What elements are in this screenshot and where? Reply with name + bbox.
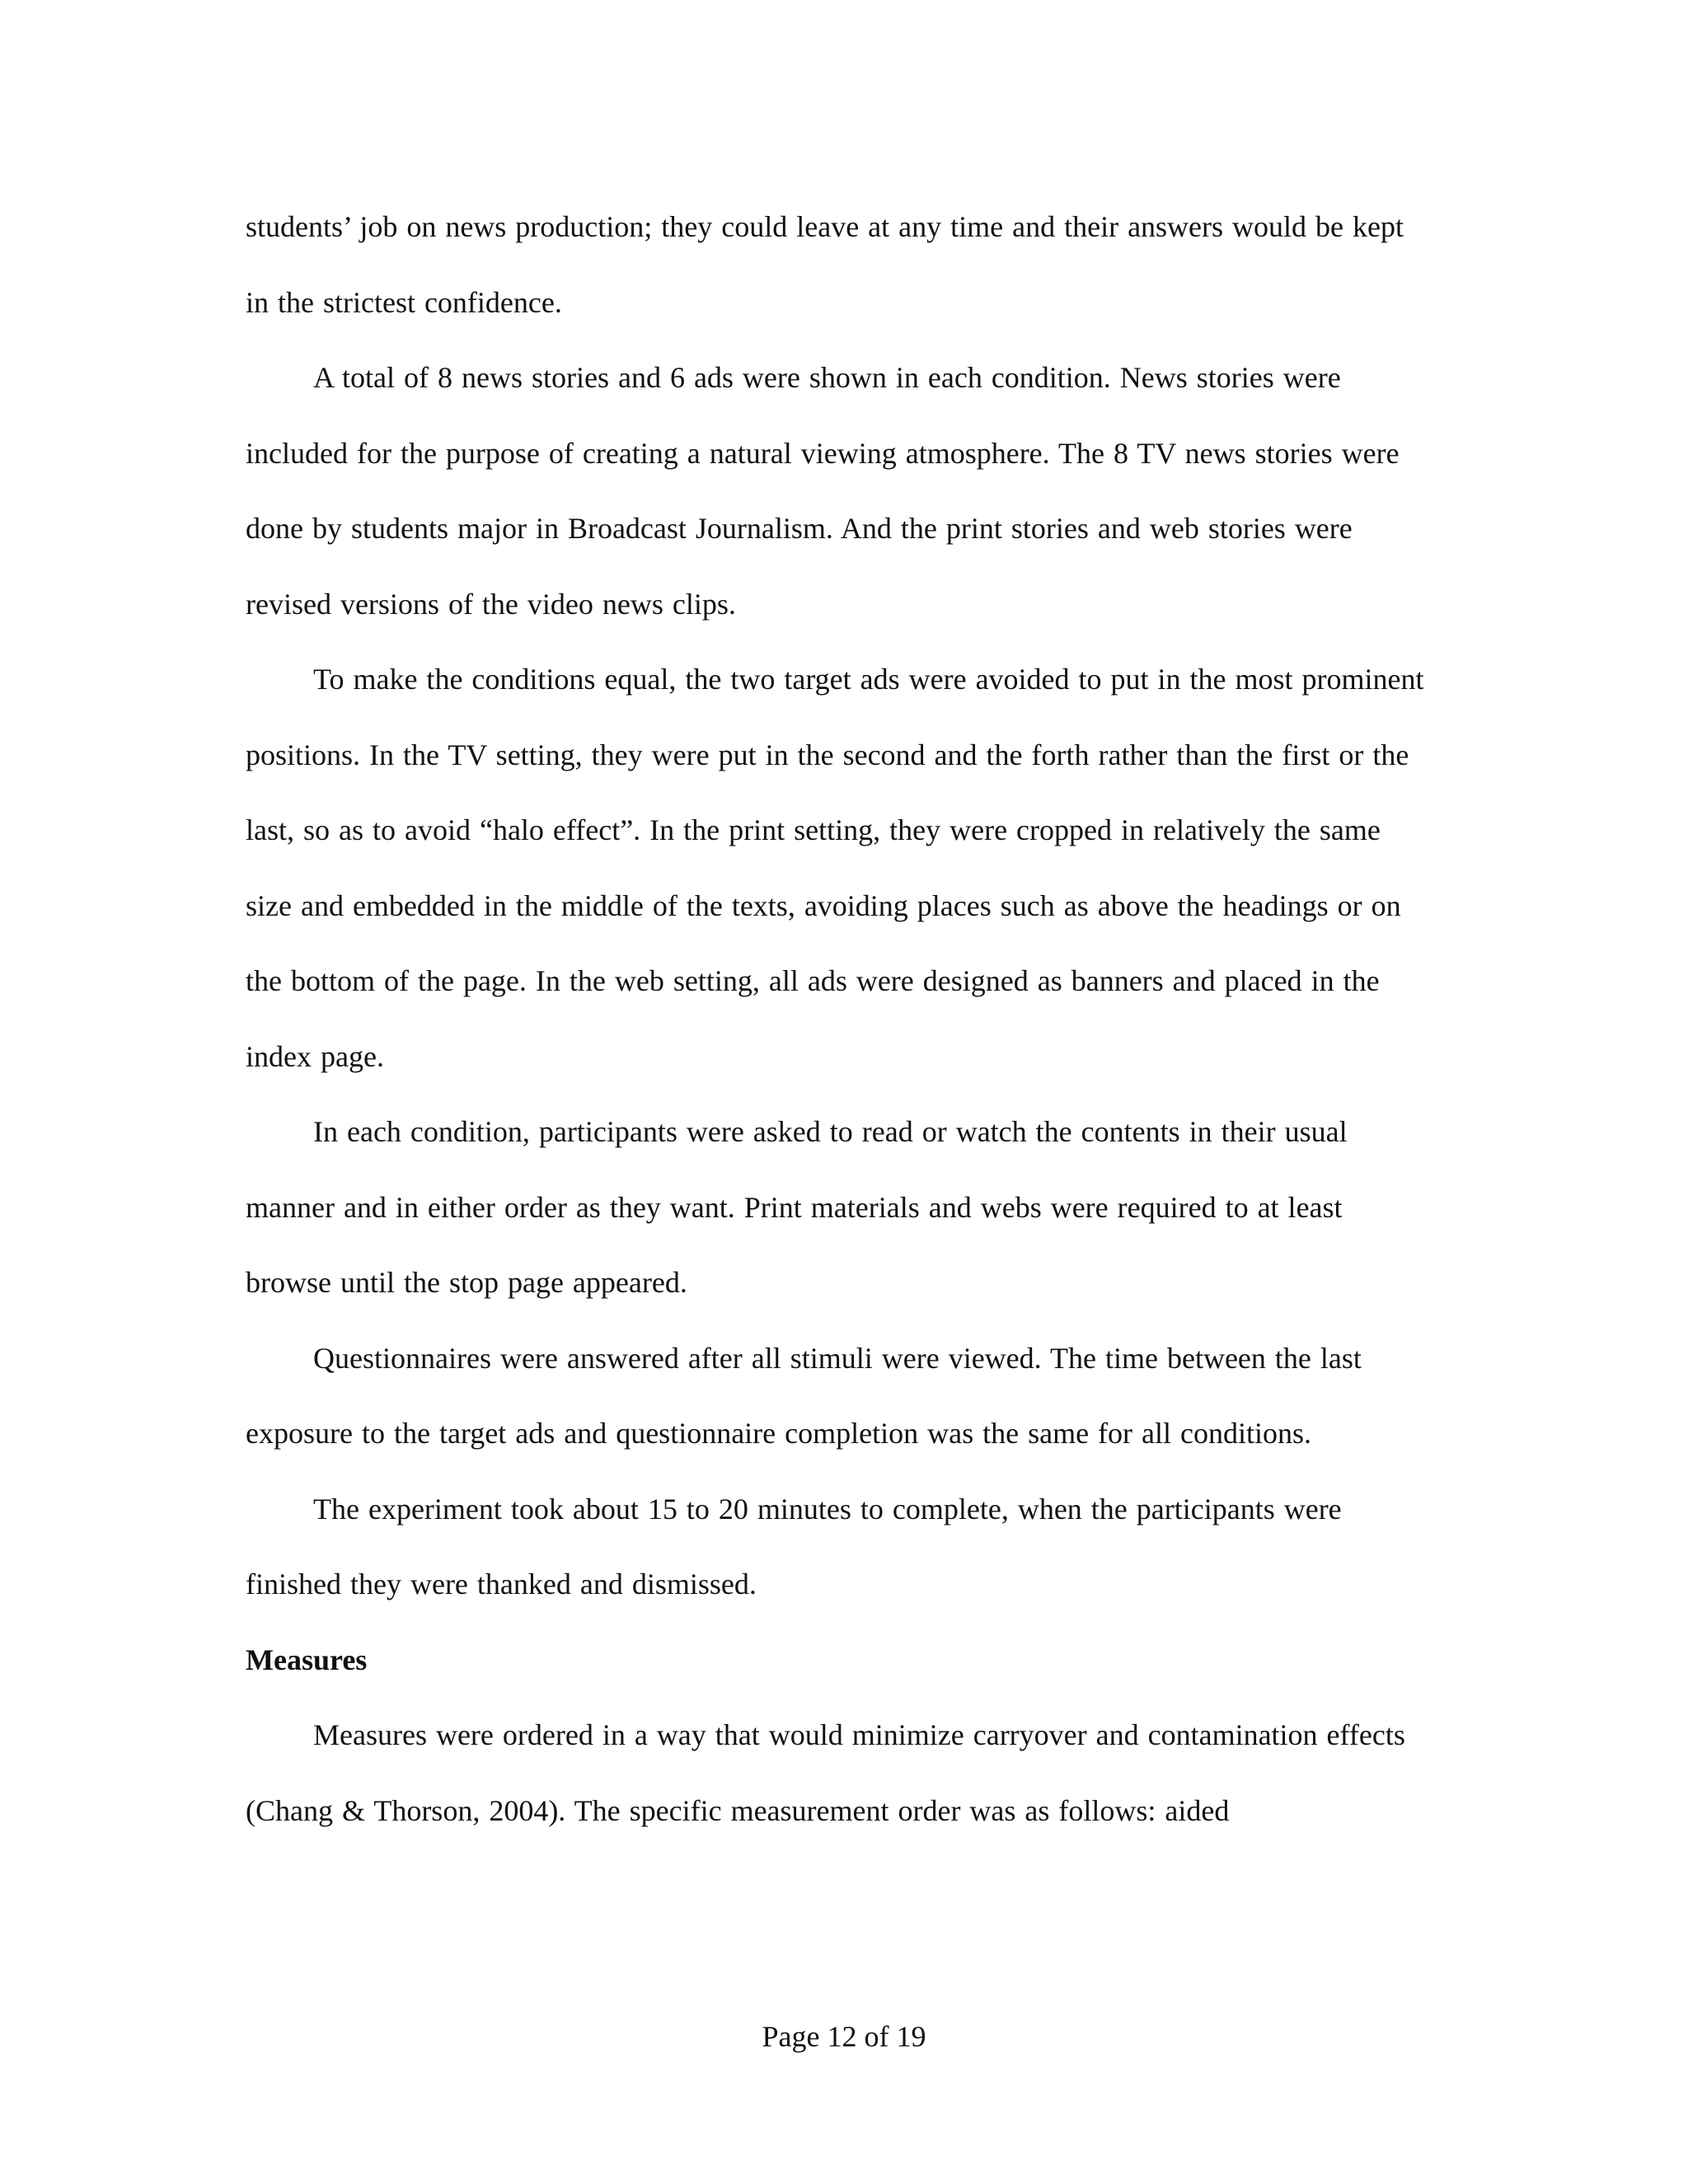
paragraph-3: To make the conditions equal, the two target ads were avoided to put in the most prominent positions. In the TV setting, they were put in the second and the forth rather than the first or the last, so as to avoid “halo effect”. In the print setting, they were cropped in relatively the same size and embedded in the middle of the texts, avoiding places such as above the headings or on the bottom of the page. In the web setting, all ads were designed as banners and placed in the index page. bbox=[246, 663, 1424, 1073]
section-heading-measures: Measures bbox=[246, 1643, 368, 1676]
paragraph-4: In each condition, participants were asked to read or watch the contents in their usual manner and in either order as they want. Print materials and webs were required to at least browse until the stop page appeared. bbox=[246, 1115, 1348, 1299]
paragraph-6: The experiment took about 15 to 20 minutes to complete, when the participants were finished they were thanked and dismissed. bbox=[246, 1492, 1342, 1601]
paragraph-7: Measures were ordered in a way that would minimize carryover and contamination effects (Chang & Thorson, 2004). The specific measurement order was as follows: aided bbox=[246, 1718, 1405, 1827]
paragraph-5: Questionnaires were answered after all stimuli were viewed. The time between the last exposure to the target ads and questionnaire completion was the same for all conditions. bbox=[246, 1341, 1362, 1450]
paragraph-1: students’ job on news production; they could leave at any time and their answers would be kept in the strictest confidence. bbox=[246, 210, 1404, 319]
body-text bbox=[246, 190, 1432, 1849]
paragraph-2: A total of 8 news stories and 6 ads were shown in each condition. News stories were included for the purpose of creating a natural viewing atmosphere. The 8 TV news stories were done by students major in Broadcast Journalism. And the print stories and web stories were revised versions of the video news clips. bbox=[246, 361, 1400, 621]
page-number-footer: Page 12 of 19 bbox=[762, 2020, 926, 2053]
